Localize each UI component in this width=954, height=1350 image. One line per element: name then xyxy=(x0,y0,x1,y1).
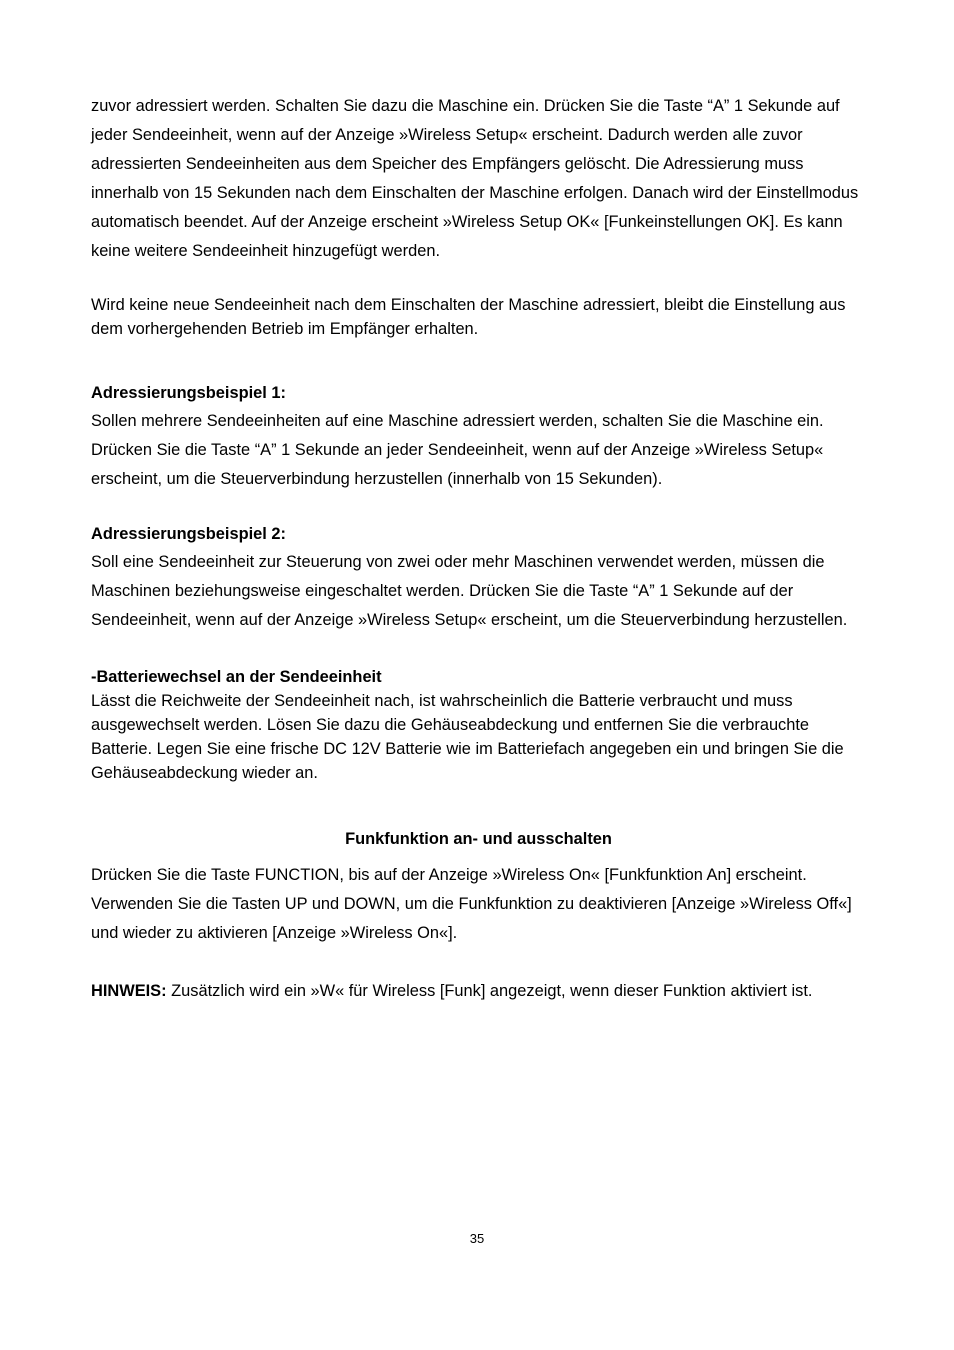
paragraph-note xyxy=(91,977,866,1006)
paragraph-addressing-reset: zuvor adressiert werden. Schalten Sie dazu die Maschine ein. Drücken Sie die Taste “A” 1 Sekunde auf jeder Sendeeinheit, wenn auf der Anzeige »Wireless Setup« erscheint. Dadurch werden alle zuvor adressierten Sendeeinheiten aus dem Speicher des Empfängers gelöscht. Die Adressierung muss innerhalb von 15 Sekunden nach dem Einschalten der Maschine erfolgen. Danach wird der Einstellmodus automatisch beendet. Auf der Anzeige erscheint »Wireless Setup OK« [Funkeinstellungen OK]. Es kann keine weitere Sendeeinheit hinzugefügt werden. xyxy=(91,97,859,260)
page-number: 35 xyxy=(469,1231,485,1246)
heading-wireless-function: Funkfunktion an- und ausschalten xyxy=(345,830,612,848)
heading-example-1: Adressierungsbeispiel 1: xyxy=(91,384,286,402)
paragraph-default-setting: Wird keine neue Sendeeinheit nach dem Einschalten der Maschine adressiert, bleibt die Einstellung aus dem vorhergehenden Betrieb im Empfänger erhalten. xyxy=(91,296,846,338)
paragraph-wireless-function: Drücken Sie die Taste FUNCTION, bis auf der Anzeige »Wireless On« [Funkfunktion An] erscheint. Verwenden Sie die Tasten UP und DOWN, um die Funkfunktion zu deaktivieren [Anzeige »Wireless Off«] und wieder zu aktivieren [Anzeige »Wireless On«]. xyxy=(91,866,852,942)
paragraph-example-1: Sollen mehrere Sendeeinheiten auf eine Maschine adressiert werden, schalten Sie die Maschine ein. Drücken Sie die Taste “A” 1 Sekunde an jeder Sendeeinheit, wenn auf der Anzeige »Wireless Setup« erscheint, um die Steuerverbindung herzustellen (innerhalb von 15 Sekunden). xyxy=(91,412,824,488)
heading-battery-change: -Batteriewechsel an der Sendeeinheit xyxy=(91,668,382,686)
note-label: HINWEIS: xyxy=(91,982,167,1000)
paragraph-battery-change: Lässt die Reichweite der Sendeeinheit nach, ist wahrscheinlich die Batterie verbraucht und muss ausgewechselt werden. Lösen Sie dazu die Gehäuseabdeckung und entfernen Sie die verbrauchte Batterie. Legen Sie eine frische DC 12V Batterie wie im Batteriefach angegeben ein und bringen Sie die Gehäuseabdeckung wieder an. xyxy=(91,692,844,782)
note-text: Zusätzlich wird ein »W« für Wireless [Funk] angezeigt, wenn dieser Funktion aktiviert ist. xyxy=(166,982,813,1000)
page-content xyxy=(91,92,866,1006)
heading-example-2: Adressierungsbeispiel 2: xyxy=(91,525,286,543)
paragraph-example-2: Soll eine Sendeeinheit zur Steuerung von zwei oder mehr Maschinen verwendet werden, müssen die Maschinen beziehungsweise eingeschaltet werden. Drücken Sie die Taste “A” 1 Sekunde auf der Sendeeinheit, wenn auf der Anzeige »Wireless Setup« erscheint, um die Steuerverbindung herzustellen. xyxy=(91,553,848,629)
